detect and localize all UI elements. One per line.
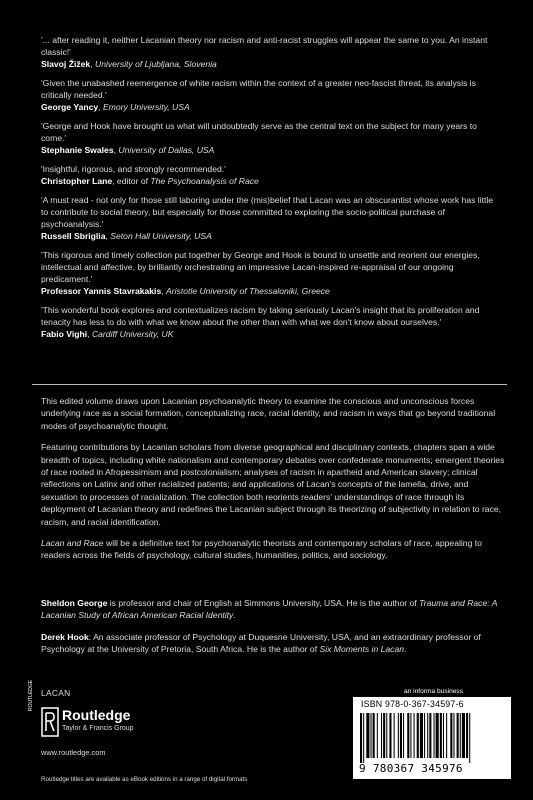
endorsement-text: 'Given the unabashed reemergence of white racism within the context of a greater neo-fascist threat, its analysis is critically needed.' (41, 78, 476, 100)
endorser-affiliation: Aristotle University of Thessaloniki, Greece (166, 286, 330, 296)
barcode-bar (360, 713, 362, 763)
spine-publisher: ROUTLEDGE (28, 679, 34, 711)
barcode-bar (373, 713, 375, 758)
endorser-affiliation: University of Ljubljana, Slovenia (94, 59, 217, 69)
barcode-bar (457, 713, 459, 758)
book-description (41, 395, 506, 571)
endorser-name: Christopher Lane (41, 176, 113, 186)
publisher-name: Routledge (62, 707, 131, 723)
endorsement-text: 'A must read - not only for those still laboring under the (mis)belief that Lacan was an obscurantist whose work has little to contribute to social theory, but especially for those committed to exploring the socio-political purchase of psychoanalysis.' (41, 195, 494, 229)
publisher-group: Taylor & Francis Group (62, 725, 134, 732)
barcode-number: 9 780367 345976 (359, 762, 463, 775)
endorser-name: Russell Sbriglia (41, 231, 106, 241)
description-paragraph: This edited volume draws upon Lacanian psychoanalytic theory to examine the conscious and unconscious forces underlying race as a social formation, conceptualizing race, racial identity, and racism in ways that go beyond traditional modes of psychoanalytic thought. (41, 396, 496, 431)
ebook-note: Routledge titles are available as eBook editions in a range of digital formats (41, 776, 248, 783)
endorser-affiliation: The Psychoanalysis of Race (150, 176, 259, 186)
book-title: Lacan and Race (41, 538, 104, 549)
isbn: ISBN 978-0-367-34597-6 (361, 699, 464, 709)
barcode-bar (381, 713, 382, 758)
bio-george: Sheldon George is professor and chair of English at Simmons University, USA. He is the author of Trauma and Race: A Lacanian Study of African American Racial Identity. (41, 598, 498, 621)
barcode-bar (400, 713, 402, 758)
subject-category: LACAN (41, 688, 71, 698)
barcode-bar (383, 713, 385, 758)
barcode-bar (469, 713, 470, 763)
endorsement: 'A must read - not only for those still laboring under the (mis)belief that Lacan was an obscurantist whose work has little to contribute to social theory, but especially for those committed to exploring the socio-political purchase of psychoanalysis.' Russell Sbriglia, Seton Hall University, USA (41, 194, 501, 242)
barcode-bar (462, 713, 465, 758)
barcode-bar (434, 713, 435, 758)
informa-tagline: an informa business (404, 688, 464, 695)
endorser-name: Professor Yannis Stavrakakis (41, 286, 162, 296)
barcode-bar (377, 713, 378, 758)
barcode-bar (466, 713, 468, 758)
endorsement-text: 'George and Hook have brought us what will undoubtedly serve as the central text on the subject for many years to come.' (41, 121, 477, 143)
endorser-name: George Yancy (41, 102, 99, 112)
barcode-bar (389, 713, 391, 758)
barcode-bar (407, 713, 409, 758)
barcode-bar (453, 713, 454, 758)
endorser-role: , editor of (112, 176, 151, 186)
barcode-icon (356, 713, 508, 763)
barcode-bar (420, 713, 423, 758)
barcode-bar (371, 713, 372, 758)
barcode-bar (403, 713, 404, 758)
endorser-name: Stephanie Swales (41, 145, 114, 155)
endorsement-text: 'This rigorous and timely collection put together by George and Hook is bound to unsettle and reorient our energies, intellectual and affective, by brilliantly orchestrating an impressive Lacan-inspired re-appraisal of our ongoing predicament.' (41, 250, 480, 284)
endorsement-text: 'Insightful, rigorous, and strongly recommended.' (41, 164, 226, 174)
endorser-affiliation: Seton Hall University, USA (110, 231, 212, 241)
endorser-name: Fabio Vighi (41, 329, 88, 339)
barcode-bar (440, 713, 442, 758)
barcode-bar (443, 713, 444, 758)
endorsement: 'Given the unabashed reemergence of white racism within the context of a greater neo-fascist threat, its analysis is critically needed.' George Yancy, Emory University, USA (41, 77, 501, 113)
barcode-bar (424, 713, 425, 758)
barcode-bar (427, 713, 428, 758)
barcode-bar (398, 713, 399, 758)
barcode-bar (436, 713, 439, 758)
endorsement: '... after reading it, neither Lacanian theory nor racism and anti-racist struggles will appear the same to you. An instant classic!' Slavoj Žižek, University of Ljubljana, Slovenia (41, 34, 501, 70)
barcode-bar (446, 713, 447, 758)
endorsement (41, 163, 501, 187)
barcode-bar (394, 713, 395, 758)
editor-bios (41, 597, 506, 665)
routledge-logo-icon (41, 707, 59, 737)
barcode-bar (429, 713, 431, 758)
endorser-affiliation: Cardiff University, UK (91, 329, 174, 339)
endorser-affiliation: University of Dallas, USA (118, 145, 215, 155)
endorsement-text: 'This wonderful book explores and contextualizes racism by taking seriously Lacan's insight that its proliferation and tenacity has less to do with what we know about the other than with what we don't know about ourselves.' (41, 305, 480, 327)
bio-hook: Derek Hook: An associate professor of Psychology at Duquesne University, USA, and an extraordinary professor of Psychology at the University of Pretoria, South Africa. He is the author of Six Moments in Lacan. (41, 631, 481, 655)
barcode-bar (450, 713, 452, 758)
barcode-bar (460, 713, 461, 758)
description-paragraph: Featuring contributions by Lacanian scholars from diverse geographical and disciplinary contexts, chapters span a wide breadth of topics, including white nationalism and contemporary debates over confederate monuments; emergent theories of race rooted in Afropessimism and postcolonialism; analyses of racism in apartheid and American slavery; clinical reflections on Latinx and other racialized patients; and applications of Lacan's concepts of the lamella, drive, and sexuation to processes of racialization. The collection both reorients readers' understandings of race through its deployment of Lacanian theory and redefines the Lacanian subject through its theorizing of subjectivity in relation to race, racism, and racial identification. (41, 442, 505, 527)
editor-name: Derek Hook (41, 631, 89, 642)
endorsement: 'This wonderful book explores and contextualizes racism by taking seriously Lacan's insight that its proliferation and tenacity has less to do with what we know about the other than with what we don't know about ourselves.' Fabio Vighi, Cardiff University, UK (41, 304, 501, 340)
barcode-bar (410, 713, 411, 758)
barcode-bar (366, 713, 369, 758)
barcode-bar (417, 713, 419, 758)
endorser-name: Slavoj Žižek (41, 59, 91, 69)
barcode-bar (414, 713, 415, 758)
barcode-bar (363, 713, 364, 763)
barcode-bar (386, 713, 387, 758)
divider (32, 384, 507, 385)
endorser-affiliation: Emory University, USA (102, 102, 190, 112)
description-paragraph: Lacan and Race will be a definitive text for psychoanalytic theorists and contemporary scholars of race, appealing to readers across the fields of psychology, cultural studies, humanities, politics, and sociology. (41, 538, 482, 561)
endorsements (41, 34, 501, 347)
publisher-url[interactable]: www.routledge.com (41, 748, 106, 757)
editor-name: Sheldon George (41, 598, 108, 608)
endorsement-text: '... after reading it, neither Lacanian theory nor racism and anti-racist struggles will appear the same to you. An instant classic!' (41, 35, 488, 57)
endorsement: 'This rigorous and timely collection put together by George and Hook is bound to unsettle and reorient our energies, intellectual and affective, by brilliantly orchestrating an impressive Lacan-inspired re-appraisal of our ongoing predicament.' Professor Yannis Stavrakakis, Aristotle University of Thessaloniki, Greece (41, 249, 501, 297)
endorsement: 'George and Hook have brought us what will undoubtedly serve as the central text on the subject for many years to come.' Stephanie Swales, University of Dallas, USA (41, 120, 501, 156)
